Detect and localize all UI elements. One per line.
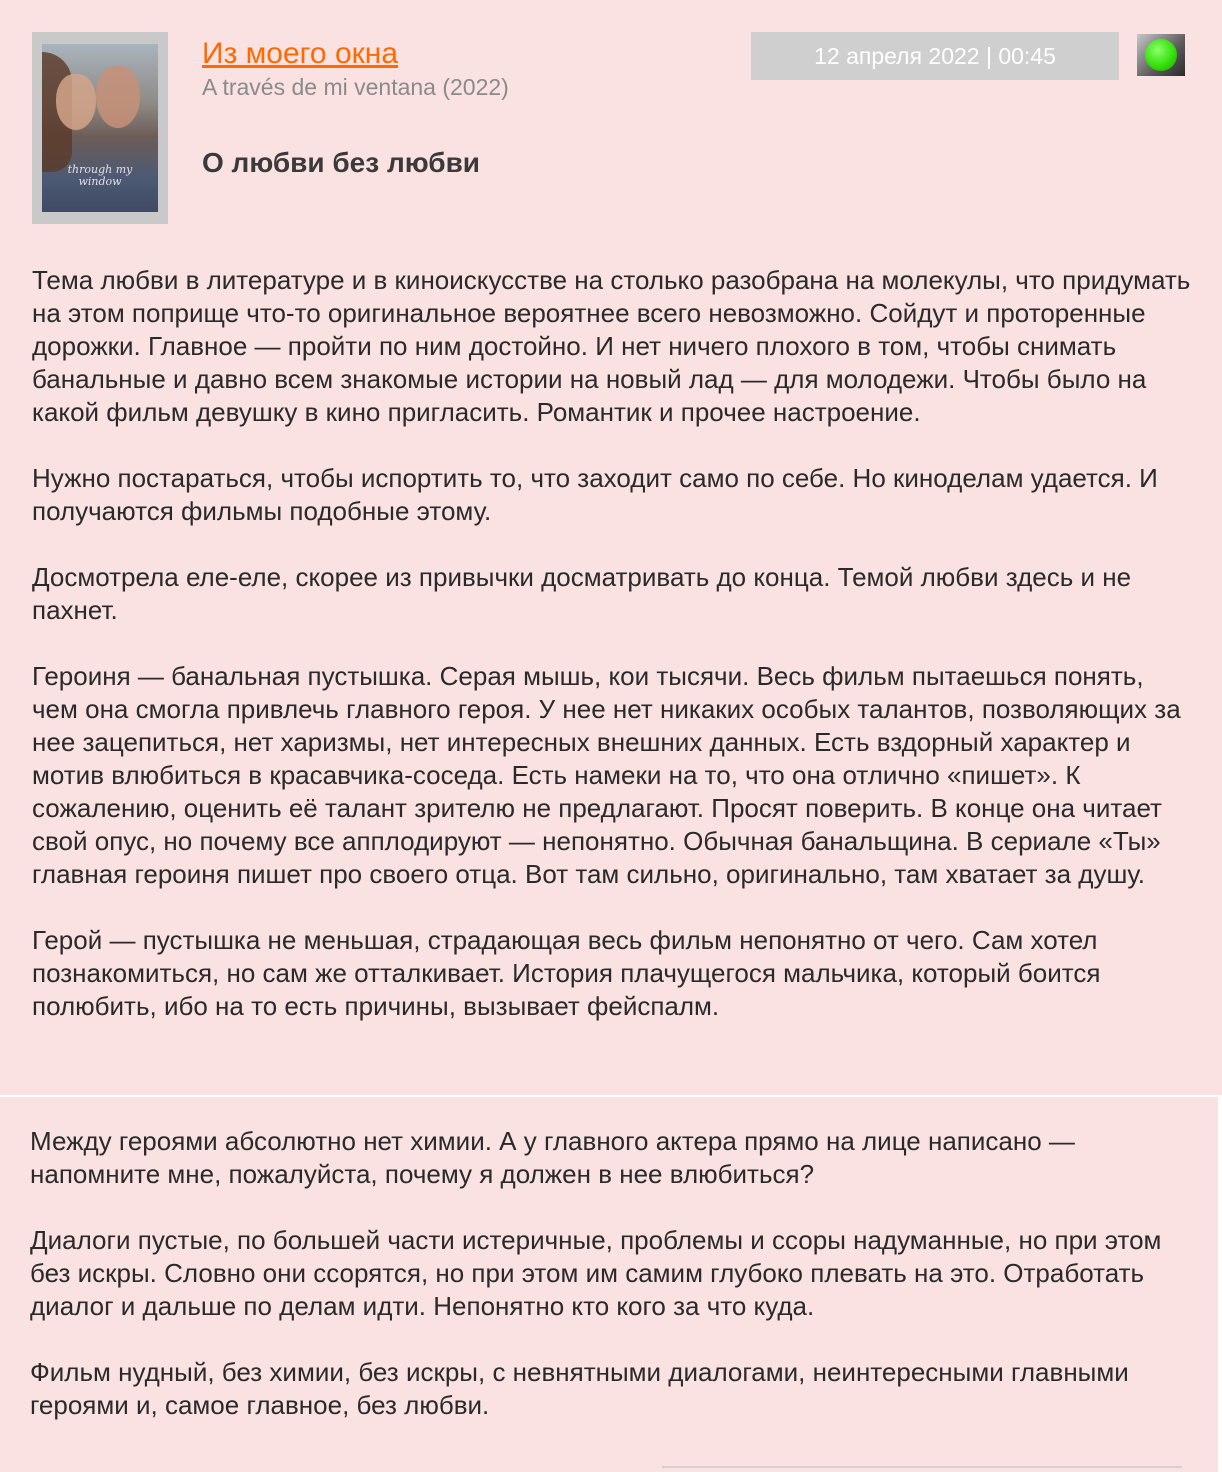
review-paragraph: Герой — пустышка не меньшая, страдающая весь фильм непонятно от чего. Сам хотел познакомиться, но сам же отталкивает. История плачущегося мальчика, который боится полюбить, ибо на то есть причины, вызывает фейспалм. bbox=[32, 925, 1101, 1021]
film-original-title: A través de mi ventana (2022) bbox=[202, 74, 509, 100]
positive-rating-dot bbox=[1145, 39, 1177, 71]
review-paragraph: Героиня — банальная пустышка. Серая мышь, кои тысячи. Весь фильм пытаешься понять, чем она смогла привлечь главного героя. У нее нет никаких особых талантов, позволяющих за нее зацепиться, нет харизмы, нет интересных внешних данных. Есть вздорный характер и мотив влюбиться в красавчика-соседа. Есть намеки на то, что она отлично «пишет». К сожалению, оценить её талант зрителю не предлагают. Просят поверить. В конце она читает свой опус, но почему все апплодируют — непонятно. Обычная банальщина. В сериале «Ты» главная героиня пишет про своего отца. Вот там сильно, оригинально, там хватает за душу. bbox=[32, 661, 1181, 889]
review-paragraph: Досмотрела еле-еле, скорее из привычки досматривать до конца. Темой любви здесь и не пахнет. bbox=[32, 562, 1132, 625]
review-paragraph: Между героями абсолютно нет химии. А у главного актера прямо на лице написано — напомните мне, пожалуйста, почему я должен в нее влюбиться? bbox=[30, 1126, 1075, 1189]
review-paragraph: Тема любви в литературе и в киноискусстве на столько разобрана на молекулы, что придумать на этом поприще что-то оригинальное вероятнее всего невозможно. Сойдут и проторенные дорожки. Главное — пройти по ним достойно. И нет ничего плохого в том, чтобы снимать банальные и давно всем знакомые истории на новый лад — для молодежи. Чтобы было на какой фильм девушку в кино пригласить. Романтик и прочее настроение. bbox=[32, 265, 1191, 427]
review-header bbox=[32, 32, 1192, 224]
review-date: 12 апреля 2022 | 00:45 bbox=[751, 32, 1119, 80]
footer-divider bbox=[662, 1466, 1182, 1468]
review-body-bottom bbox=[30, 1125, 1190, 1422]
poster-title-text: through my window bbox=[67, 163, 133, 188]
review-title: О любви без любви bbox=[202, 147, 481, 178]
review-body-top bbox=[32, 264, 1192, 1023]
green-dot-icon bbox=[1137, 34, 1185, 76]
poster-image bbox=[42, 44, 158, 212]
review-paragraph: Диалоги пустые, по большей части истеричные, проблемы и ссоры надуманные, но при этом без искры. Словно они ссорятся, но при этом им самим глубоко плевать на это. Отработать диалог и дальше по делам идти. Непонятно кто кого за что куда. bbox=[30, 1225, 1162, 1321]
poster-figure bbox=[96, 66, 140, 128]
film-info bbox=[202, 36, 509, 180]
review-card-continued bbox=[0, 1097, 1218, 1472]
review-paragraph: Нужно постараться, чтобы испортить то, что заходит само по себе. Но киноделам удается. И получаются фильмы подобные этому. bbox=[32, 463, 1158, 526]
poster-figure bbox=[56, 74, 96, 130]
film-title-link[interactable]: Из моего окна bbox=[202, 37, 399, 70]
review-paragraph: Фильм нудный, без химии, без искры, с невнятными диалогами, неинтересными главными героями и, самое главное, без любви. bbox=[30, 1357, 1129, 1420]
film-poster[interactable] bbox=[32, 32, 168, 224]
